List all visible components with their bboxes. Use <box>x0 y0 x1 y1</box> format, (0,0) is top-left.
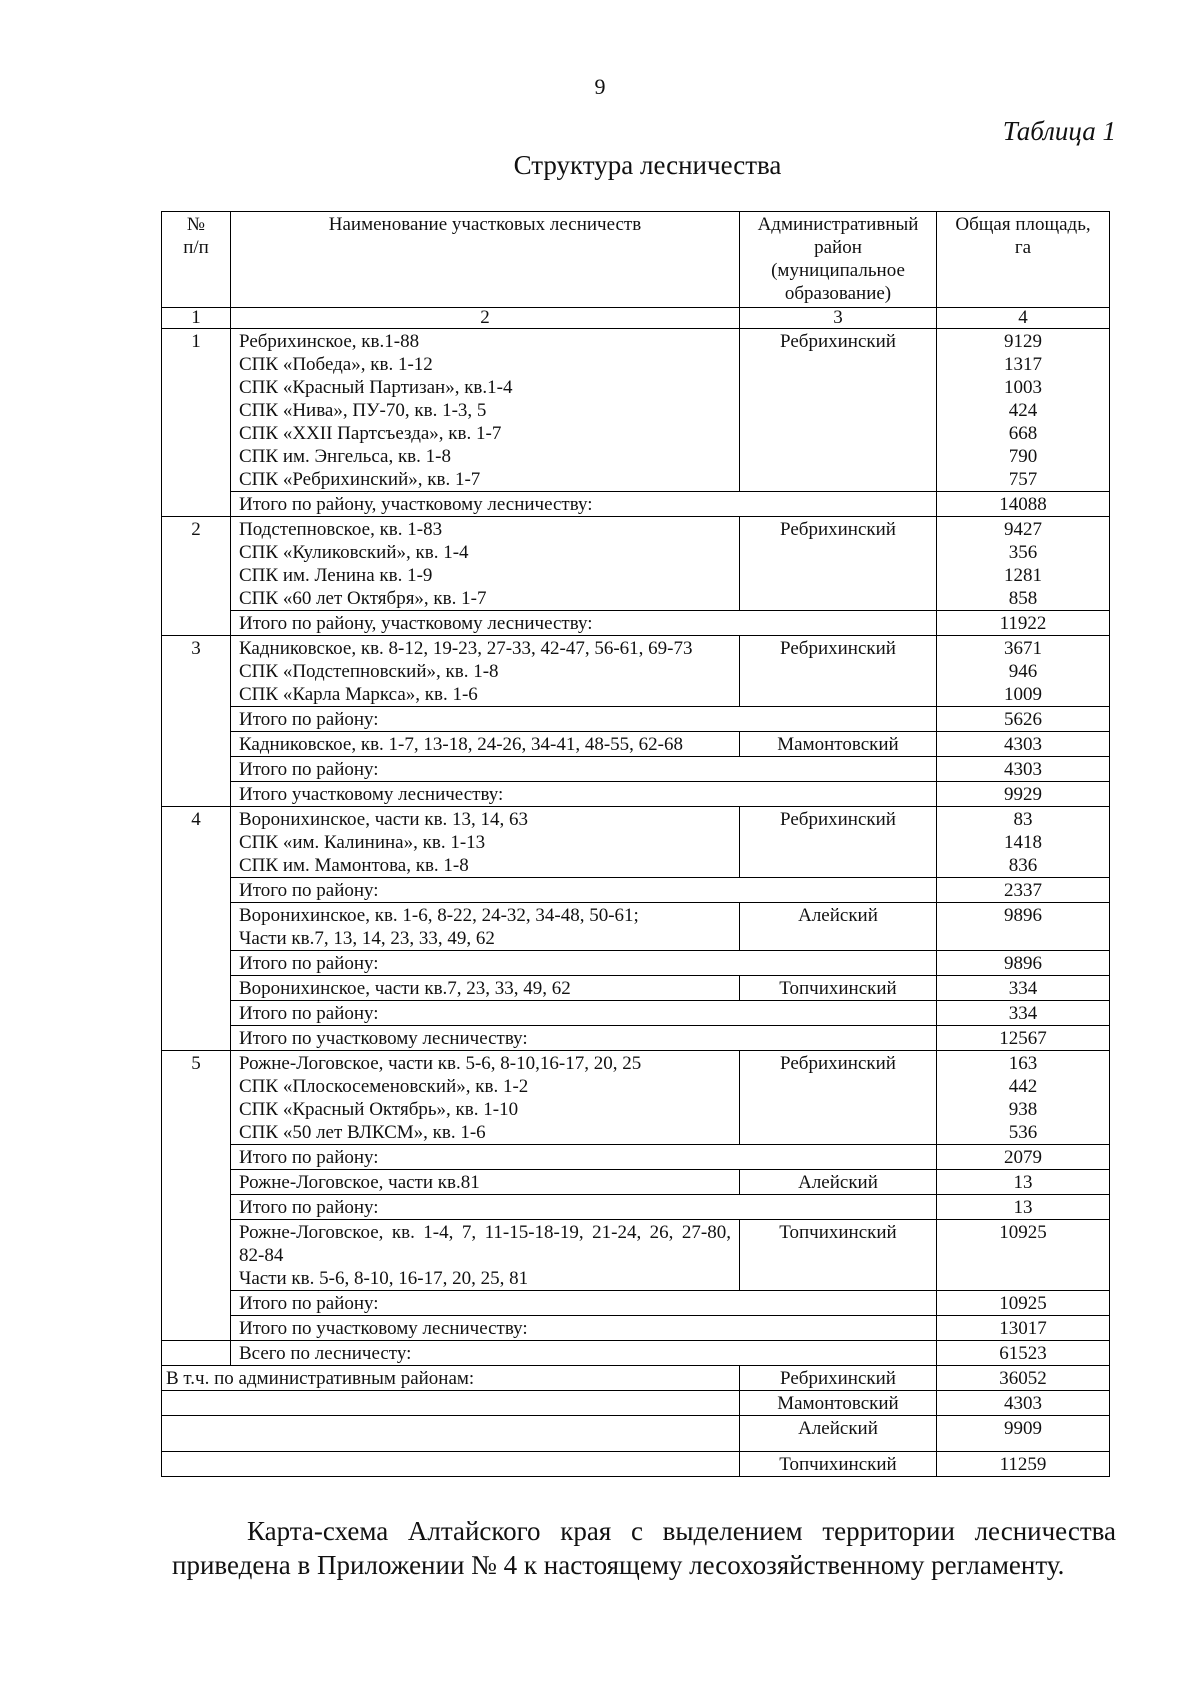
subtotal-label: Итого по району: <box>231 1001 937 1026</box>
subtotal-row <box>162 1001 1110 1026</box>
subtotal-row <box>162 1145 1110 1170</box>
subtotal-row <box>162 1316 1110 1341</box>
forestry-areas <box>937 517 1110 611</box>
forestry-area: 9896 <box>937 903 1110 951</box>
forestry-name: СПК «Нива», ПУ-70, кв. 1-3, 5 <box>239 400 487 421</box>
forestry-area: 163 <box>1008 1053 1038 1074</box>
forestry-area: 858 <box>1008 588 1038 609</box>
forestry-area: 3671 <box>1004 638 1042 659</box>
subtotal-label: Итого по району: <box>231 1291 937 1316</box>
district-name: Алейский <box>740 1170 937 1195</box>
district-total-row <box>162 1416 1110 1452</box>
subtotal-row <box>162 782 1110 807</box>
section-row <box>162 329 1110 492</box>
grand-total-label: Всего по лесничесту: <box>231 1341 937 1366</box>
subtotal-label: Итого по участковому лесничеству: <box>231 1316 937 1341</box>
section-number: 2 <box>162 517 231 636</box>
section-row <box>162 517 1110 611</box>
district-total-row <box>162 1391 1110 1416</box>
forestry-areas <box>937 636 1110 707</box>
subtotal-label: Итого по району: <box>231 951 937 976</box>
subtotal-area: 14088 <box>937 492 1110 517</box>
forestry-name: Рожне-Логовское, части кв. 5-6, 8-10,16-17, 20, 25 <box>239 1053 642 1074</box>
forestry-name: Ребрихинское, кв.1-88 <box>239 331 420 352</box>
header-name: Наименование участковых лесничеств <box>231 212 740 308</box>
header-district: Административный район (муниципальное образование) <box>740 212 937 308</box>
subtotal-row <box>162 1291 1110 1316</box>
district-name: Топчихинский <box>740 1220 937 1291</box>
district-name: Алейский <box>740 1416 937 1452</box>
column-number: 1 <box>162 308 231 329</box>
forestry-area: 790 <box>1008 446 1038 467</box>
district-name: Ребрихинский <box>740 329 937 492</box>
forestry-name: СПК «Красный Партизан», кв.1-4 <box>239 377 513 398</box>
forestry-names <box>231 636 740 707</box>
subtotal-area: 2337 <box>937 878 1110 903</box>
empty-cell <box>162 1341 231 1366</box>
subtotal-area: 334 <box>937 1001 1110 1026</box>
table-body <box>162 212 1110 1477</box>
forestry-area: 1317 <box>1004 354 1042 375</box>
subtotal-area: 9896 <box>937 951 1110 976</box>
forestry-name: СПК «им. Калинина», кв. 1-13 <box>239 832 486 853</box>
empty-cell <box>162 1452 740 1477</box>
forestry-name: Части кв.7, 13, 14, 23, 33, 49, 62 <box>239 928 495 949</box>
section-row <box>162 807 1110 878</box>
forestry-name: СПК «Ребрихинский», кв. 1-7 <box>239 469 481 490</box>
forestry-name: Кадниковское, кв. 8-12, 19-23, 27-33, 42-47, 56-61, 69-73 <box>239 638 693 659</box>
forestry-area: 442 <box>1008 1076 1038 1097</box>
section-row <box>162 1051 1110 1145</box>
forestry-area: 356 <box>1008 542 1038 563</box>
forestry-area: 10925 <box>937 1220 1110 1291</box>
forestry-name: Части кв. 5-6, 8-10, 16-17, 20, 25, 81 <box>239 1268 529 1289</box>
district-area: 11259 <box>937 1452 1110 1477</box>
forestry-area: 757 <box>1008 469 1038 490</box>
district-area: 9909 <box>937 1416 1110 1452</box>
subtotal-label: Итого по району: <box>231 1195 937 1220</box>
forestry-name: Воронихинское, части кв.7, 23, 33, 49, 62 <box>239 978 571 999</box>
header-area: Общая площадь, га <box>937 212 1110 308</box>
section-row <box>162 903 1110 951</box>
forestry-names <box>231 807 740 878</box>
subtotal-row <box>162 707 1110 732</box>
subtotal-label: Итого по району: <box>231 757 937 782</box>
district-name: Ребрихинский <box>740 807 937 878</box>
footer-paragraph <box>172 1514 1116 1582</box>
forestry-name: СПК «Подстепновский», кв. 1-8 <box>239 661 499 682</box>
section-row <box>162 1220 1110 1291</box>
forestry-name: Кадниковское, кв. 1-7, 13-18, 24-26, 34-41, 48-55, 62-68 <box>239 734 684 755</box>
forestry-areas <box>937 1170 1110 1195</box>
forestry-name: Воронихинское, кв. 1-6, 8-22, 24-32, 34-48, 50-61; <box>239 905 639 926</box>
column-number: 3 <box>740 308 937 329</box>
forestry-name: СПК им. Ленина кв. 1-9 <box>239 565 433 586</box>
forestry-name: Рожне-Логовское, кв. 1-4, 7, 11-15-18-19, 21-24, 26, 27-80, 82-84 <box>239 1222 731 1266</box>
forestry-name: Подстепновское, кв. 1-83 <box>239 519 443 540</box>
forestry-area: 536 <box>1008 1122 1038 1143</box>
forestry-names <box>231 903 740 951</box>
district-name: Ребрихинский <box>740 636 937 707</box>
forestry-area: 1418 <box>1004 832 1042 853</box>
forestry-name: СПК им. Мамонтова, кв. 1-8 <box>239 855 469 876</box>
table-title: Структура лесничества <box>513 150 782 180</box>
subtotal-row <box>162 1026 1110 1051</box>
district-area: 4303 <box>937 1391 1110 1416</box>
forestry-area: 1009 <box>1004 684 1042 705</box>
section-row <box>162 1170 1110 1195</box>
district-name: Мамонтовский <box>740 732 937 757</box>
forestry-area: 1281 <box>1004 565 1042 586</box>
footer-line: приведена в Приложении № 4 к настоящему лесохозяйственному регламенту. <box>172 1550 1065 1580</box>
district-total-row <box>162 1452 1110 1477</box>
subtotal-label: Итого по району, участковому лесничеству: <box>231 611 937 636</box>
subtotal-label: Итого по району: <box>231 878 937 903</box>
column-number: 2 <box>231 308 740 329</box>
section-row <box>162 636 1110 707</box>
subtotal-area: 4303 <box>937 757 1110 782</box>
district-name: Алейский <box>740 903 937 951</box>
empty-cell <box>162 1416 740 1452</box>
district-name: Ребрихинский <box>740 517 937 611</box>
forestry-name: СПК им. Энгельса, кв. 1-8 <box>239 446 451 467</box>
column-number: 4 <box>937 308 1110 329</box>
forestry-name: СПК «50 лет ВЛКСМ», кв. 1-6 <box>239 1122 486 1143</box>
subtotal-label: Итого по району: <box>231 1145 937 1170</box>
section-number: 3 <box>162 636 231 807</box>
forestry-name: СПК «XXII Партсъезда», кв. 1-7 <box>239 423 502 444</box>
header-num: № п/п <box>162 212 231 308</box>
forestry-names <box>231 976 740 1001</box>
header-row <box>162 212 1110 308</box>
district-name: Топчихинский <box>740 976 937 1001</box>
forestry-name: СПК «Куликовский», кв. 1-4 <box>239 542 469 563</box>
forestry-area: 334 <box>1008 978 1038 999</box>
subtotal-row <box>162 611 1110 636</box>
forestry-name: Рожне-Логовское, части кв.81 <box>239 1172 480 1193</box>
forestry-area: 4303 <box>1004 734 1042 755</box>
forestry-name: Воронихинское, части кв. 13, 14, 63 <box>239 809 529 830</box>
forestry-area: 938 <box>1008 1099 1038 1120</box>
by-district-label: В т.ч. по административным районам: <box>162 1366 740 1391</box>
district-total-row <box>162 1366 1110 1391</box>
subtotal-label: Итого по району, участковому лесничеству: <box>231 492 937 517</box>
forestry-area: 668 <box>1008 423 1038 444</box>
forestry-area: 424 <box>1008 400 1038 421</box>
forestry-area: 946 <box>1008 661 1038 682</box>
section-row <box>162 976 1110 1001</box>
subtotal-label: Итого по району: <box>231 707 937 732</box>
forestry-structure-table <box>161 211 1110 1477</box>
forestry-names <box>231 517 740 611</box>
grand-total-row <box>162 1341 1110 1366</box>
forestry-areas <box>937 976 1110 1001</box>
page-number: 9 <box>594 74 606 99</box>
forestry-area: 9129 <box>1004 331 1042 352</box>
forestry-name: СПК «Плоскосеменовский», кв. 1-2 <box>239 1076 529 1097</box>
footer-line: Карта-схема Алтайского края с выделением территории лесничества <box>247 1516 1116 1546</box>
forestry-name: СПК «60 лет Октября», кв. 1-7 <box>239 588 487 609</box>
forestry-names <box>231 1051 740 1145</box>
forestry-areas <box>937 807 1110 878</box>
forestry-names <box>231 1170 740 1195</box>
subtotal-label: Итого по участковому лесничеству: <box>231 1026 937 1051</box>
subtotal-row <box>162 878 1110 903</box>
forestry-areas <box>937 732 1110 757</box>
forestry-areas <box>937 329 1110 492</box>
subtotal-area: 2079 <box>937 1145 1110 1170</box>
subtotal-area: 10925 <box>937 1291 1110 1316</box>
forestry-area: 83 <box>1013 809 1033 830</box>
subtotal-area: 11922 <box>937 611 1110 636</box>
section-number: 1 <box>162 329 231 517</box>
subtotal-label: Итого участковому лесничеству: <box>231 782 937 807</box>
forestry-area: 9427 <box>1004 519 1042 540</box>
section-number: 5 <box>162 1051 231 1341</box>
forestry-name: СПК «Карла Маркса», кв. 1-6 <box>239 684 478 705</box>
forestry-names <box>231 1220 740 1291</box>
subtotal-area: 12567 <box>937 1026 1110 1051</box>
table-caption: Таблица 1 <box>1002 116 1116 146</box>
empty-cell <box>162 1391 740 1416</box>
subtotal-area: 5626 <box>937 707 1110 732</box>
forestry-area: 1003 <box>1004 377 1042 398</box>
subtotal-area: 9929 <box>937 782 1110 807</box>
subtotal-row <box>162 1195 1110 1220</box>
subtotal-row <box>162 492 1110 517</box>
district-name: Ребрихинский <box>740 1366 937 1391</box>
grand-total-area: 61523 <box>937 1341 1110 1366</box>
forestry-areas <box>937 1051 1110 1145</box>
forestry-area: 836 <box>1008 855 1038 876</box>
subtotal-area: 13017 <box>937 1316 1110 1341</box>
district-area: 36052 <box>937 1366 1110 1391</box>
subtotal-row <box>162 757 1110 782</box>
forestry-name: СПК «Победа», кв. 1-12 <box>239 354 433 375</box>
forestry-area: 13 <box>1013 1172 1033 1193</box>
district-name: Ребрихинский <box>740 1051 937 1145</box>
district-name: Топчихинский <box>740 1452 937 1477</box>
column-numbers-row <box>162 308 1110 329</box>
district-name: Мамонтовский <box>740 1391 937 1416</box>
subtotal-area: 13 <box>937 1195 1110 1220</box>
forestry-name: СПК «Красный Октябрь», кв. 1-10 <box>239 1099 519 1120</box>
section-row <box>162 732 1110 757</box>
subtotal-row <box>162 951 1110 976</box>
forestry-names <box>231 329 740 492</box>
forestry-names <box>231 732 740 757</box>
section-number: 4 <box>162 807 231 1051</box>
